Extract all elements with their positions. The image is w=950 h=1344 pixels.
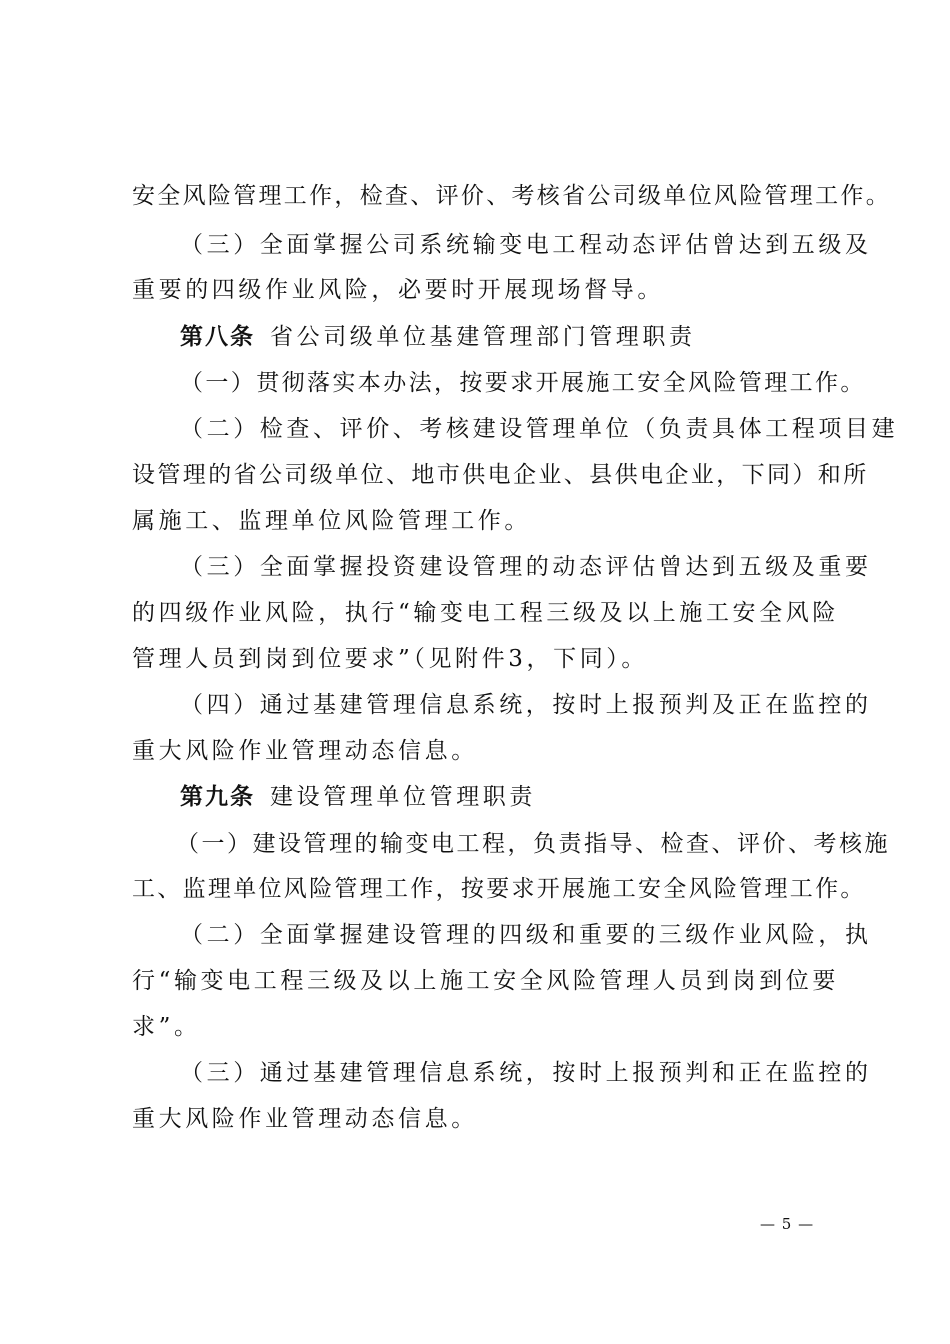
article-heading: 第八条 bbox=[180, 323, 255, 350]
text-line: （一）建设管理的输变电工程，负责指导、检查、评价、考核施 bbox=[176, 831, 890, 857]
text-line: 设管理的省公司级单位、地市供电企业、县供电企业，下同）和所 bbox=[132, 462, 869, 488]
text-line: 重要的四级作业风险，必要时开展现场督导。 bbox=[132, 277, 664, 303]
text-line: （一）贯彻落实本办法，按要求开展施工安全风险管理工作。 bbox=[180, 370, 866, 396]
text-line: 的四级作业风险，执行“输变电工程三级及以上施工安全风险 bbox=[132, 600, 839, 626]
text-line: 安全风险管理工作，检查、评价、考核省公司级单位风险管理工作。 bbox=[132, 183, 891, 209]
text-line: 重大风险作业管理动态信息。 bbox=[132, 738, 478, 764]
text-line: （三）全面掌握公司系统输变电工程动态评估曾达到五级及 bbox=[180, 232, 872, 258]
article-title: 建设管理单位管理职责 bbox=[270, 784, 536, 810]
text-line: 行“输变电工程三级及以上施工安全风险管理人员到岗到位要 bbox=[132, 968, 839, 994]
text-line: 管理人员到岗到位要求”（见附件3，下同）。 bbox=[132, 646, 648, 672]
text-line: （四）通过基建管理信息系统，按时上报预判及正在监控的 bbox=[180, 692, 872, 718]
text-line: 求”。 bbox=[132, 1014, 201, 1040]
text-line: 重大风险作业管理动态信息。 bbox=[132, 1106, 478, 1132]
text-line: （二）检查、评价、考核建设管理单位（负责具体工程项目建 bbox=[180, 416, 899, 442]
page-number: — 5 — bbox=[760, 1215, 815, 1233]
text-line: （三）全面掌握投资建设管理的动态评估曾达到五级及重要 bbox=[180, 554, 872, 580]
article-heading: 第九条 bbox=[180, 783, 255, 810]
text-line: 工、监理单位风险管理工作，按要求开展施工安全风险管理工作。 bbox=[132, 876, 866, 902]
text-line: （三）通过基建管理信息系统，按时上报预判和正在监控的 bbox=[180, 1060, 872, 1086]
text-line: 属施工、监理单位风险管理工作。 bbox=[132, 508, 531, 534]
article-title: 省公司级单位基建管理部门管理职责 bbox=[270, 324, 696, 350]
text-line: （二）全面掌握建设管理的四级和重要的三级作业风险，执 bbox=[180, 922, 872, 948]
